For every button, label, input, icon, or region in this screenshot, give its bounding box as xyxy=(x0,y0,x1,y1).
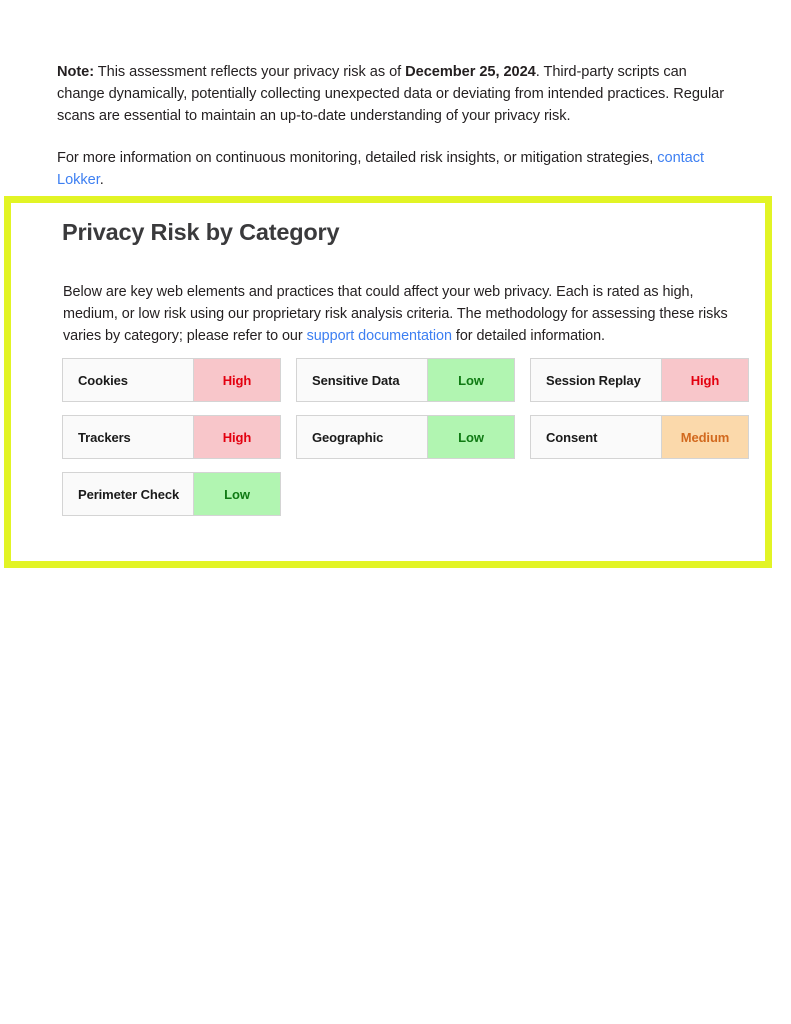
status-badge: High xyxy=(193,416,280,458)
risk-card-label: Sensitive Data xyxy=(297,359,427,401)
risk-card-cookies[interactable] xyxy=(62,358,281,402)
status-badge: Low xyxy=(427,416,514,458)
info-text-after-link: . xyxy=(99,171,104,188)
status-badge: Low xyxy=(427,359,514,401)
status-badge: Low xyxy=(193,473,280,515)
info-text-before-link: For more information on continuous monitoring, detailed risk insights, or mitigation strategies, xyxy=(57,150,658,166)
risk-card-consent[interactable] xyxy=(530,415,749,459)
risk-card-sensitive-data[interactable] xyxy=(296,358,515,402)
status-badge: High xyxy=(661,359,748,401)
risk-card-label: Cookies xyxy=(63,359,193,401)
note-text-after-date: . Third-party scripts can change dynamically, potentially collecting unexpected data or deviating from intended practices. Regular scans are essential to maintain an up-to-date understanding of your privacy risk. xyxy=(57,64,725,124)
assessment-date: December 25, 2024 xyxy=(405,64,536,80)
risk-card-session-replay[interactable] xyxy=(530,358,749,402)
risk-card-perimeter-check[interactable] xyxy=(62,472,281,516)
risk-card-label: Session Replay xyxy=(531,359,661,401)
assessment-note-paragraph xyxy=(57,62,737,127)
support-documentation-link[interactable]: support documentation xyxy=(306,328,452,344)
risk-card-label: Geographic xyxy=(297,416,427,458)
risk-card-label: Trackers xyxy=(63,416,193,458)
note-label: Note: xyxy=(57,64,95,80)
status-badge: Medium xyxy=(661,416,748,458)
risk-card-label: Perimeter Check xyxy=(63,473,193,515)
panel-description xyxy=(63,281,728,347)
page-title: Privacy Risk by Category xyxy=(62,219,340,245)
more-information-paragraph xyxy=(57,148,737,192)
risk-card-label: Consent xyxy=(531,416,661,458)
status-badge: High xyxy=(193,359,280,401)
risk-card-geographic[interactable] xyxy=(296,415,515,459)
assessment-note-block xyxy=(57,62,737,127)
panel-description-after-link: for detailed information. xyxy=(451,328,606,344)
panel-description-before-link: Below are key web elements and practices that could affect your web privacy. Each is rated as high, medium, or low risk using our proprietary risk analysis criteria. The methodology for assessing these risks varies by category; please refer to our xyxy=(63,284,728,344)
risk-card-trackers[interactable] xyxy=(62,415,281,459)
contact-lokker-link[interactable]: contact Lokker xyxy=(57,150,704,188)
risk-category-grid xyxy=(62,358,752,516)
privacy-risk-by-category-panel xyxy=(4,196,772,568)
note-text-before-date: This assessment reflects your privacy risk as of xyxy=(94,64,406,80)
